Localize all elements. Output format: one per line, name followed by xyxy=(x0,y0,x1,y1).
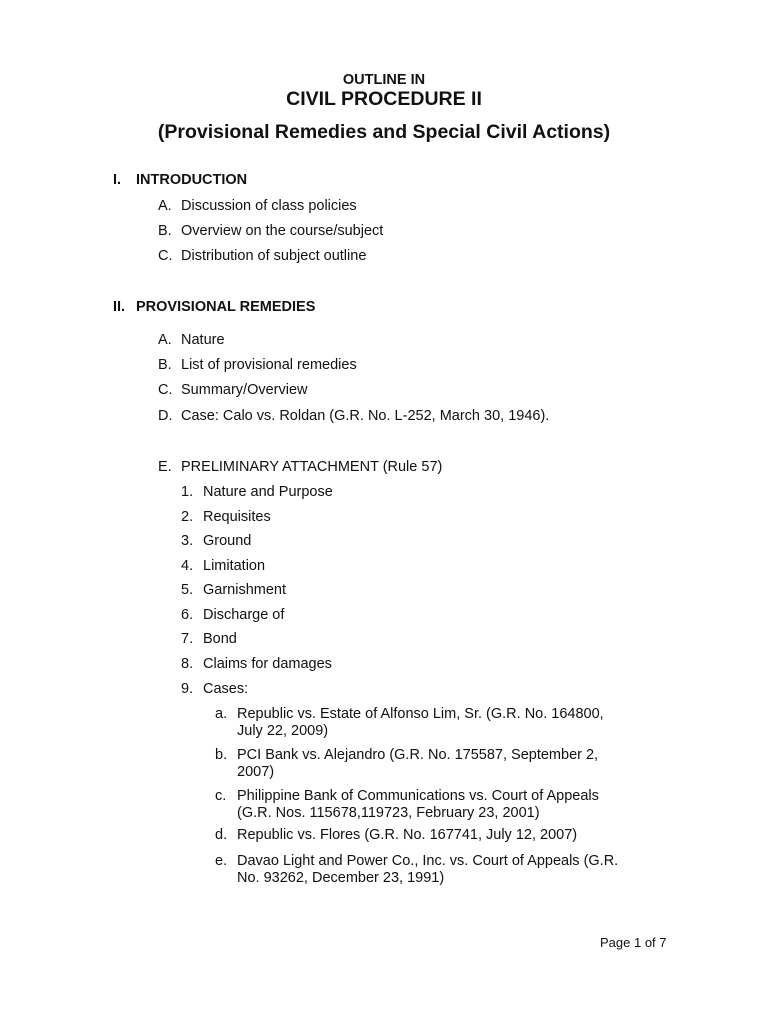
case-text-line2: No. 93262, December 23, 1991) xyxy=(237,870,445,886)
item-text: Discussion of class policies xyxy=(181,198,357,214)
item-text: Garnishment xyxy=(203,582,287,598)
case-label: d. xyxy=(215,827,228,843)
item-text: Distribution of subject outline xyxy=(181,248,367,264)
item-text: Summary/Overview xyxy=(181,382,308,398)
item-label: A. xyxy=(158,332,172,348)
item-label: 3. xyxy=(181,533,194,549)
item-text: PRELIMINARY ATTACHMENT (Rule 57) xyxy=(181,459,443,475)
case-text-line2: 2007) xyxy=(237,764,275,780)
document-subtitle: (Provisional Remedies and Special Civil Actions) xyxy=(157,121,611,143)
item-label: 8. xyxy=(181,656,194,672)
case-text-line1: Philippine Bank of Communications vs. Court of Appeals xyxy=(237,788,599,804)
item-label: 9. xyxy=(181,681,194,697)
item-label: 4. xyxy=(181,558,194,574)
case-label: b. xyxy=(215,747,228,763)
section-title-provisional-remedies: PROVISIONAL REMEDIES xyxy=(136,299,316,315)
document-title: CIVIL PROCEDURE II xyxy=(286,88,482,110)
case-text-line1: Republic vs. Estate of Alfonso Lim, Sr. (G.R. No. 164800, xyxy=(237,706,604,722)
item-label: B. xyxy=(158,223,172,239)
item-text: List of provisional remedies xyxy=(181,357,357,373)
item-label: D. xyxy=(158,408,173,424)
item-label: A. xyxy=(158,198,172,214)
case-label: a. xyxy=(215,706,228,722)
item-text: Ground xyxy=(203,533,252,549)
item-text: Requisites xyxy=(203,509,271,525)
case-label: c. xyxy=(215,788,227,804)
case-text-line1: Republic vs. Flores (G.R. No. 167741, July 12, 2007) xyxy=(237,827,578,843)
item-text: Bond xyxy=(203,631,237,647)
item-text: Claims for damages xyxy=(203,656,332,672)
case-text-line1: PCI Bank vs. Alejandro (G.R. No. 175587, September 2, xyxy=(237,747,599,763)
case-label: e. xyxy=(215,853,228,869)
item-text: Cases: xyxy=(203,681,249,697)
item-label: C. xyxy=(158,382,173,398)
item-text: Nature and Purpose xyxy=(203,484,333,500)
item-label: 7. xyxy=(181,631,194,647)
item-label: B. xyxy=(158,357,172,373)
page-number: Page 1 of 7 xyxy=(600,935,667,950)
item-text: Overview on the course/subject xyxy=(181,223,384,239)
case-text-line2: (G.R. Nos. 115678,119723, February 23, 2001) xyxy=(237,805,540,821)
item-text: Discharge of xyxy=(203,607,285,623)
item-label: 2. xyxy=(181,509,194,525)
item-text: Case: Calo vs. Roldan (G.R. No. L-252, March 30, 1946). xyxy=(181,408,550,424)
item-text: Nature xyxy=(181,332,225,348)
case-text-line2: July 22, 2009) xyxy=(237,723,329,739)
item-label: 1. xyxy=(181,484,194,500)
outline-heading: OUTLINE IN xyxy=(342,72,426,88)
item-label: 5. xyxy=(181,582,194,598)
item-label: 6. xyxy=(181,607,194,623)
item-text: Limitation xyxy=(203,558,266,574)
item-label: E. xyxy=(158,459,172,475)
section-title-introduction: INTRODUCTION xyxy=(136,172,248,188)
item-label: C. xyxy=(158,248,173,264)
section-number: II. xyxy=(113,299,126,315)
case-text-line1: Davao Light and Power Co., Inc. vs. Court of Appeals (G.R. xyxy=(237,853,619,869)
section-number: I. xyxy=(113,172,122,188)
